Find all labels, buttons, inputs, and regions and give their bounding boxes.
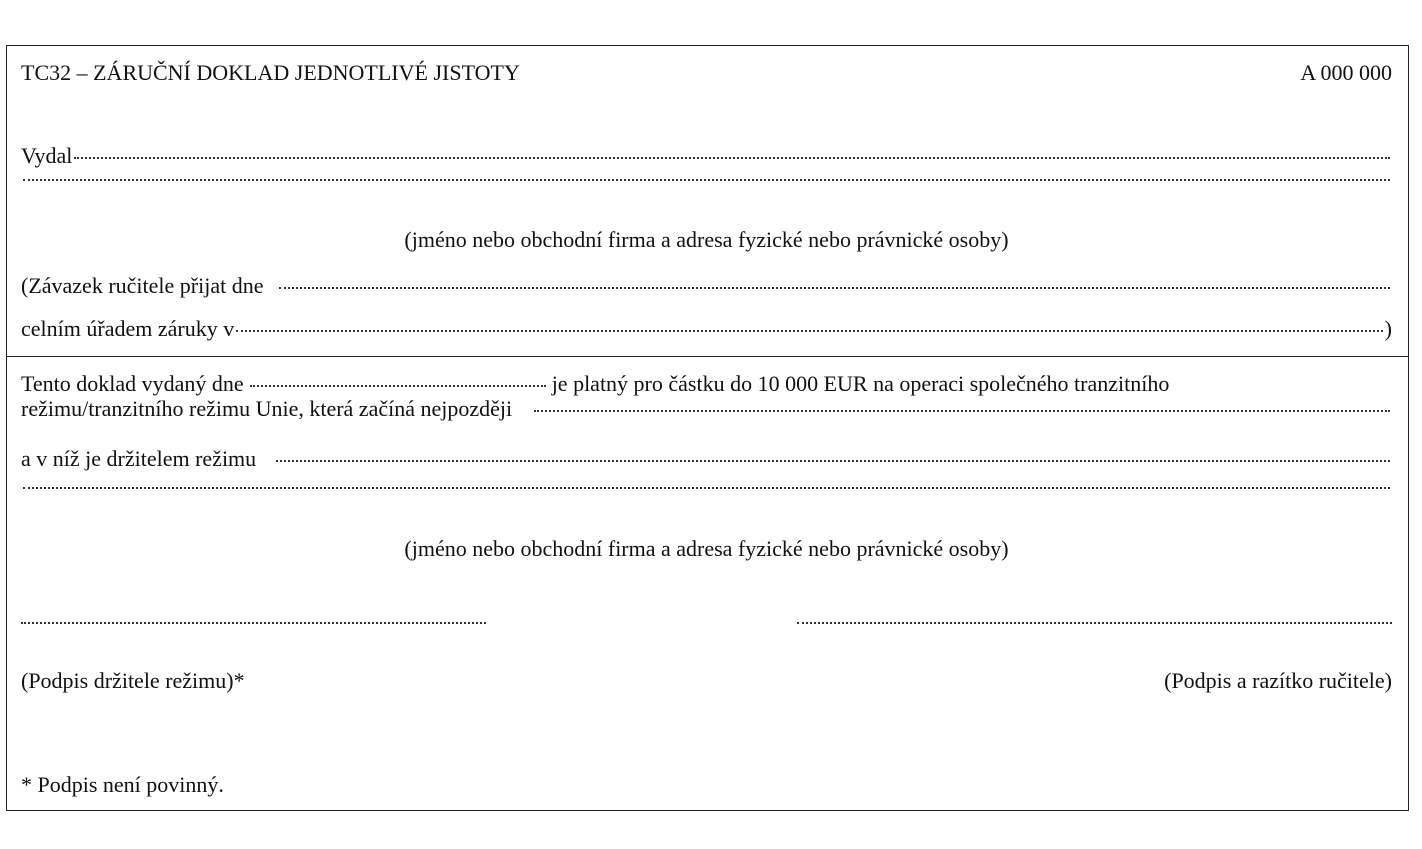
- issued-by-row: [21, 143, 1392, 169]
- holder-label: a v níž je držitelem režimu: [21, 446, 257, 471]
- issued-by-label: Vydal: [21, 143, 73, 168]
- issuer-name-note-row: [21, 227, 1392, 253]
- latest-start-date-field[interactable]: [534, 410, 1390, 412]
- holder-name-note-row: [21, 536, 1392, 562]
- office-close-paren: ): [1384, 316, 1392, 341]
- guarantor-signature-field[interactable]: [797, 622, 1392, 624]
- footnote: * Podpis není povinný.: [21, 772, 224, 797]
- office-label: celním úřadem záruky v: [21, 316, 235, 341]
- accepted-date-field[interactable]: [279, 287, 1390, 289]
- office-field[interactable]: [236, 330, 1382, 332]
- doc-issued-row: [21, 371, 1392, 397]
- holder-name-note: (jméno nebo obchodní firma a adresa fyzické nebo právnické osoby): [404, 536, 1009, 561]
- signature-lines: [21, 622, 1392, 648]
- latest-start-row: [21, 396, 1392, 422]
- issued-by-continuation-row: [21, 183, 1392, 185]
- holder-field[interactable]: [276, 460, 1390, 462]
- form-header: [21, 60, 1392, 86]
- office-row: [21, 316, 1392, 342]
- holder-signature-field[interactable]: [21, 622, 486, 624]
- guarantor-signature-caption: (Podpis a razítko ručitele): [1164, 668, 1392, 693]
- holder-row: [21, 446, 1392, 472]
- accepted-label: (Závazek ručitele přijat dne: [21, 273, 264, 298]
- latest-start-label: režimu/tranzitního režimu Unie, která začíná nejpozději: [21, 396, 513, 421]
- section-divider: [7, 356, 1408, 357]
- issued-by-field[interactable]: [74, 157, 1390, 159]
- holder-field-line2[interactable]: [23, 487, 1390, 489]
- guarantee-voucher-form: [6, 45, 1409, 811]
- holder-signature-caption: (Podpis držitele režimu)*: [21, 668, 245, 693]
- form-number: A 000 000: [1300, 60, 1392, 85]
- valid-for-text: je platný pro částku do 10 000 EUR na operaci společného tranzitního: [551, 371, 1170, 396]
- holder-continuation-row: [21, 491, 1392, 493]
- doc-issued-label: Tento doklad vydaný dne: [21, 371, 244, 396]
- footnote-row: [21, 772, 1392, 798]
- signature-captions: [21, 668, 1392, 694]
- issuer-name-note: (jméno nebo obchodní firma a adresa fyzické nebo právnické osoby): [404, 227, 1009, 252]
- issued-by-field-line2[interactable]: [23, 179, 1390, 181]
- doc-issued-date-field[interactable]: [250, 385, 546, 387]
- form-title: TC32 – ZÁRUČNÍ DOKLAD JEDNOTLIVÉ JISTOTY: [21, 60, 520, 85]
- accepted-row: [21, 273, 1392, 299]
